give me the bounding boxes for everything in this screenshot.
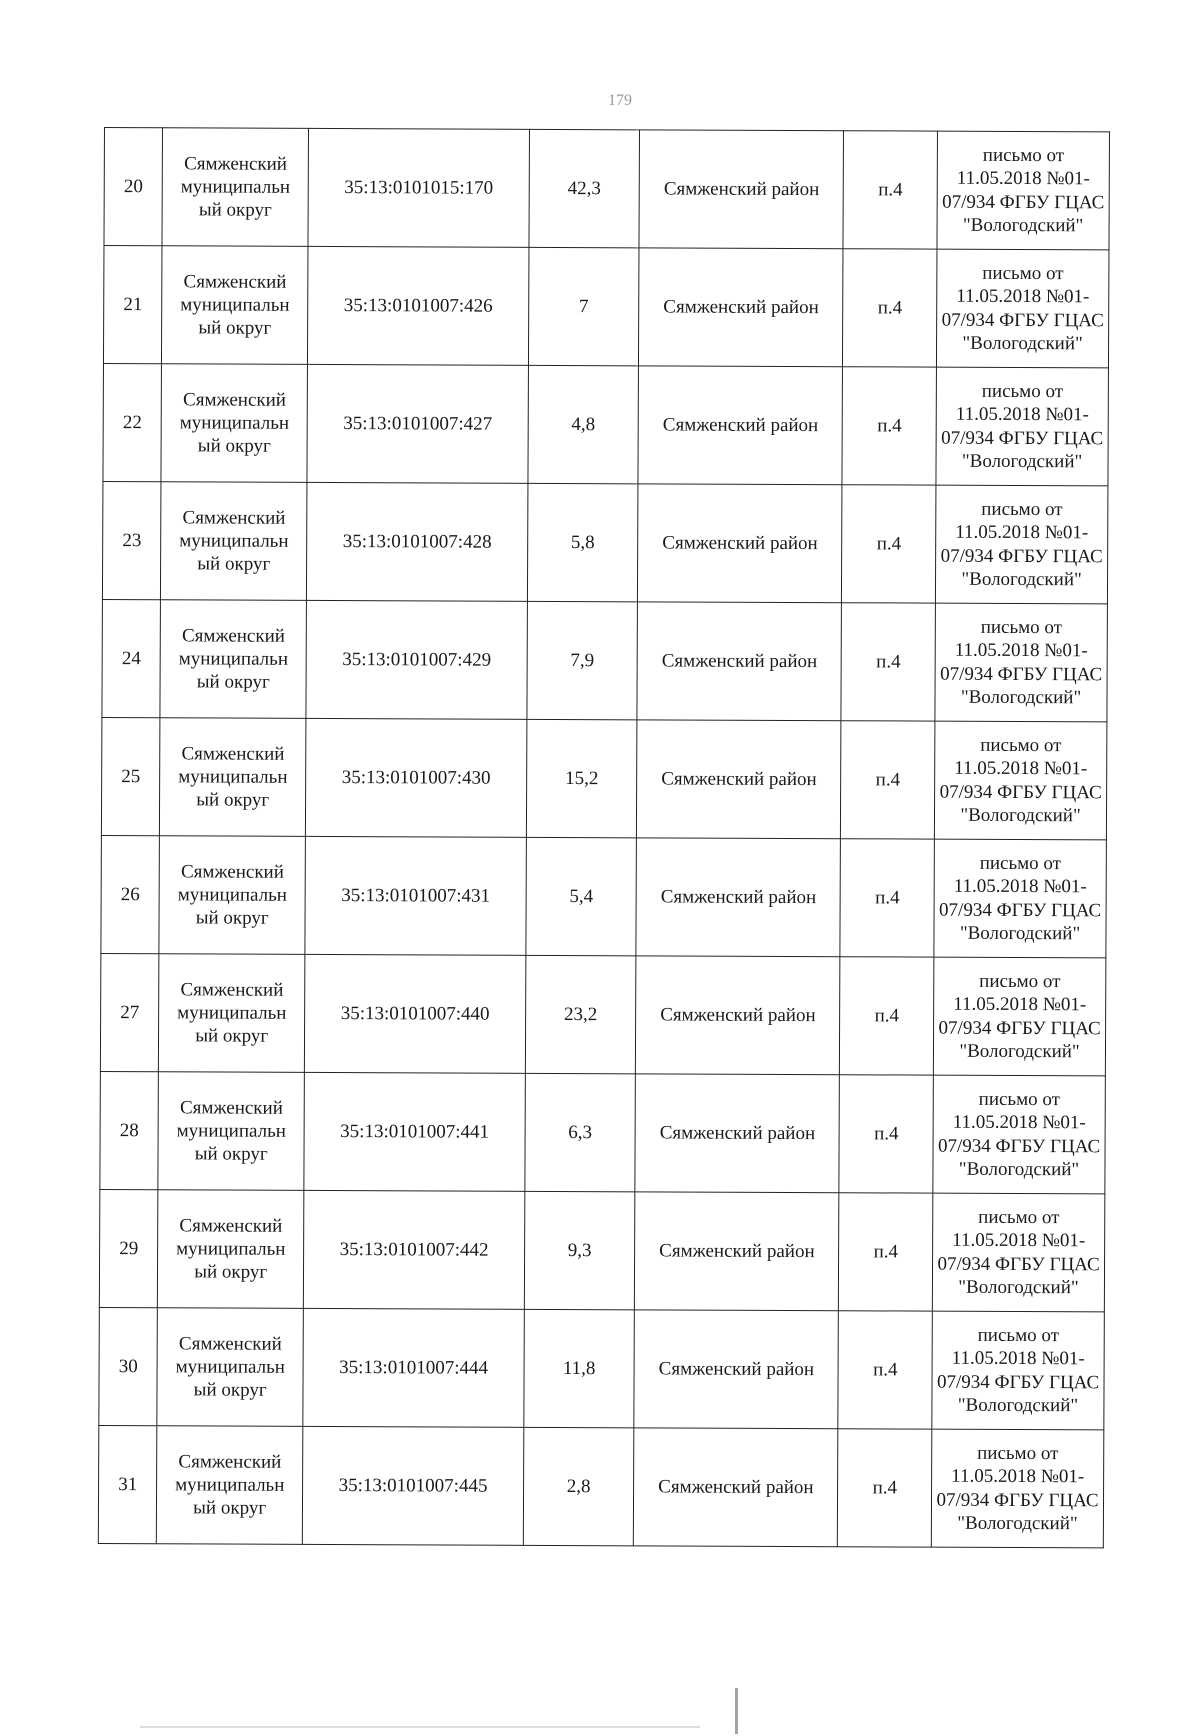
cadastral-number-cell: 35:13:0101007:427 (307, 364, 528, 483)
point-cell: п.4 (838, 1311, 932, 1429)
municipality-cell: Сямженский муниципальн ый округ (160, 600, 306, 719)
municipality-cell: Сямженский муниципальн ый округ (160, 718, 306, 837)
point-cell: п.4 (843, 131, 937, 249)
area-cell: 7 (528, 247, 639, 365)
source-note-cell: письмо от 11.05.2018 №01-07/934 ФГБУ ГЦАС "Вологодский" (935, 721, 1107, 840)
district-cell: Сямженский район (636, 956, 841, 1075)
row-number-cell: 28 (100, 1071, 159, 1189)
source-note-cell: письмо от 11.05.2018 №01-07/934 ФГБУ ГЦАС "Вологодский" (936, 367, 1108, 486)
area-cell: 4,8 (528, 365, 639, 483)
table-row (104, 128, 1110, 250)
point-cell: п.4 (842, 367, 936, 485)
municipality-cell: Сямженский муниципальн ый округ (162, 128, 308, 247)
source-note-cell: письмо от 11.05.2018 №01-07/934 ФГБУ ГЦАС "Вологодский" (937, 249, 1109, 368)
municipality-cell: Сямженский муниципальн ый округ (157, 1308, 303, 1427)
point-cell: п.4 (840, 957, 934, 1075)
cadastral-number-cell: 35:13:0101007:445 (302, 1426, 523, 1545)
point-cell: п.4 (839, 1075, 933, 1193)
municipality-cell: Сямженский муниципальн ый округ (159, 954, 305, 1073)
row-number-cell: 22 (103, 363, 162, 481)
municipality-cell: Сямженский муниципальн ый округ (158, 1190, 304, 1309)
point-cell: п.4 (841, 721, 935, 839)
point-cell: п.4 (842, 485, 936, 603)
row-number-cell: 31 (98, 1425, 157, 1543)
area-cell: 2,8 (523, 1427, 634, 1545)
point-cell: п.4 (843, 249, 937, 367)
district-cell: Сямженский район (639, 248, 844, 367)
table-row (102, 599, 1108, 721)
table-row (103, 246, 1109, 368)
area-cell: 42,3 (529, 129, 640, 247)
land-plots-table (98, 127, 1110, 1548)
table-row (99, 1307, 1105, 1429)
area-cell: 6,3 (525, 1073, 636, 1191)
source-note-cell: письмо от 11.05.2018 №01-07/934 ФГБУ ГЦАС "Вологодский" (933, 957, 1105, 1076)
area-cell: 11,8 (524, 1309, 635, 1427)
source-note-cell: письмо от 11.05.2018 №01-07/934 ФГБУ ГЦАС "Вологодский" (937, 131, 1109, 250)
point-cell: п.4 (840, 839, 934, 957)
point-cell: п.4 (841, 603, 935, 721)
table-row (101, 717, 1107, 839)
land-plots-table-wrap (98, 127, 1110, 1548)
cadastral-number-cell: 35:13:0101007:444 (303, 1308, 524, 1427)
cadastral-number-cell: 35:13:0101007:442 (303, 1190, 524, 1309)
table-body (98, 128, 1109, 1548)
source-note-cell: письмо от 11.05.2018 №01-07/934 ФГБУ ГЦАС "Вологодский" (935, 603, 1107, 722)
cadastral-number-cell: 35:13:0101007:430 (306, 718, 527, 837)
row-number-cell: 23 (102, 481, 161, 599)
municipality-cell: Сямженский муниципальн ый округ (161, 482, 307, 601)
source-note-cell: письмо от 11.05.2018 №01-07/934 ФГБУ ГЦАС "Вологодский" (932, 1193, 1104, 1312)
district-cell: Сямженский район (634, 1428, 839, 1547)
district-cell: Сямженский район (639, 130, 844, 249)
source-note-cell: письмо от 11.05.2018 №01-07/934 ФГБУ ГЦАС "Вологодский" (931, 1429, 1103, 1548)
district-cell: Сямженский район (635, 1192, 840, 1311)
area-cell: 5,4 (526, 837, 637, 955)
cadastral-number-cell: 35:13:0101015:170 (308, 128, 529, 247)
cadastral-number-cell: 35:13:0101007:428 (307, 482, 528, 601)
row-number-cell: 25 (101, 717, 160, 835)
cadastral-number-cell: 35:13:0101007:440 (304, 954, 525, 1073)
source-note-cell: письмо от 11.05.2018 №01-07/934 ФГБУ ГЦАС "Вологодский" (934, 839, 1106, 958)
cadastral-number-cell: 35:13:0101007:426 (308, 246, 529, 365)
row-number-cell: 24 (102, 599, 161, 717)
table-row (99, 1189, 1105, 1311)
row-number-cell: 30 (99, 1307, 158, 1425)
area-cell: 23,2 (525, 955, 636, 1073)
scan-artifact (735, 1688, 738, 1734)
table-row (102, 481, 1108, 603)
point-cell: п.4 (839, 1193, 933, 1311)
row-number-cell: 29 (99, 1189, 158, 1307)
point-cell: п.4 (838, 1429, 932, 1547)
source-note-cell: письмо от 11.05.2018 №01-07/934 ФГБУ ГЦАС "Вологодский" (933, 1075, 1105, 1194)
area-cell: 5,8 (527, 483, 638, 601)
table-row (101, 835, 1107, 957)
table-row (100, 1071, 1106, 1193)
municipality-cell: Сямженский муниципальн ый округ (157, 1426, 303, 1545)
district-cell: Сямженский район (635, 1074, 840, 1193)
source-note-cell: письмо от 11.05.2018 №01-07/934 ФГБУ ГЦАС "Вологодский" (936, 485, 1108, 604)
cadastral-number-cell: 35:13:0101007:429 (306, 600, 527, 719)
scan-artifact (140, 1726, 700, 1728)
table-row (100, 953, 1106, 1075)
area-cell: 7,9 (527, 601, 638, 719)
source-note-cell: письмо от 11.05.2018 №01-07/934 ФГБУ ГЦАС "Вологодский" (932, 1311, 1104, 1430)
municipality-cell: Сямженский муниципальн ый округ (158, 1072, 304, 1191)
district-cell: Сямженский район (638, 484, 843, 603)
row-number-cell: 26 (101, 835, 160, 953)
cadastral-number-cell: 35:13:0101007:431 (305, 836, 526, 955)
page-number: 179 (608, 92, 632, 109)
area-cell: 9,3 (524, 1191, 635, 1309)
table-row (98, 1425, 1104, 1547)
district-cell: Сямженский район (637, 602, 842, 721)
municipality-cell: Сямженский муниципальн ый округ (159, 836, 305, 955)
cadastral-number-cell: 35:13:0101007:441 (304, 1072, 525, 1191)
municipality-cell: Сямженский муниципальн ый округ (161, 364, 307, 483)
table-row (103, 363, 1109, 485)
district-cell: Сямженский район (634, 1310, 839, 1429)
area-cell: 15,2 (526, 719, 637, 837)
district-cell: Сямженский район (636, 838, 841, 957)
municipality-cell: Сямженский муниципальн ый округ (162, 246, 308, 365)
district-cell: Сямженский район (638, 366, 843, 485)
row-number-cell: 20 (104, 128, 163, 246)
row-number-cell: 21 (103, 246, 162, 364)
district-cell: Сямженский район (637, 720, 842, 839)
row-number-cell: 27 (100, 953, 159, 1071)
